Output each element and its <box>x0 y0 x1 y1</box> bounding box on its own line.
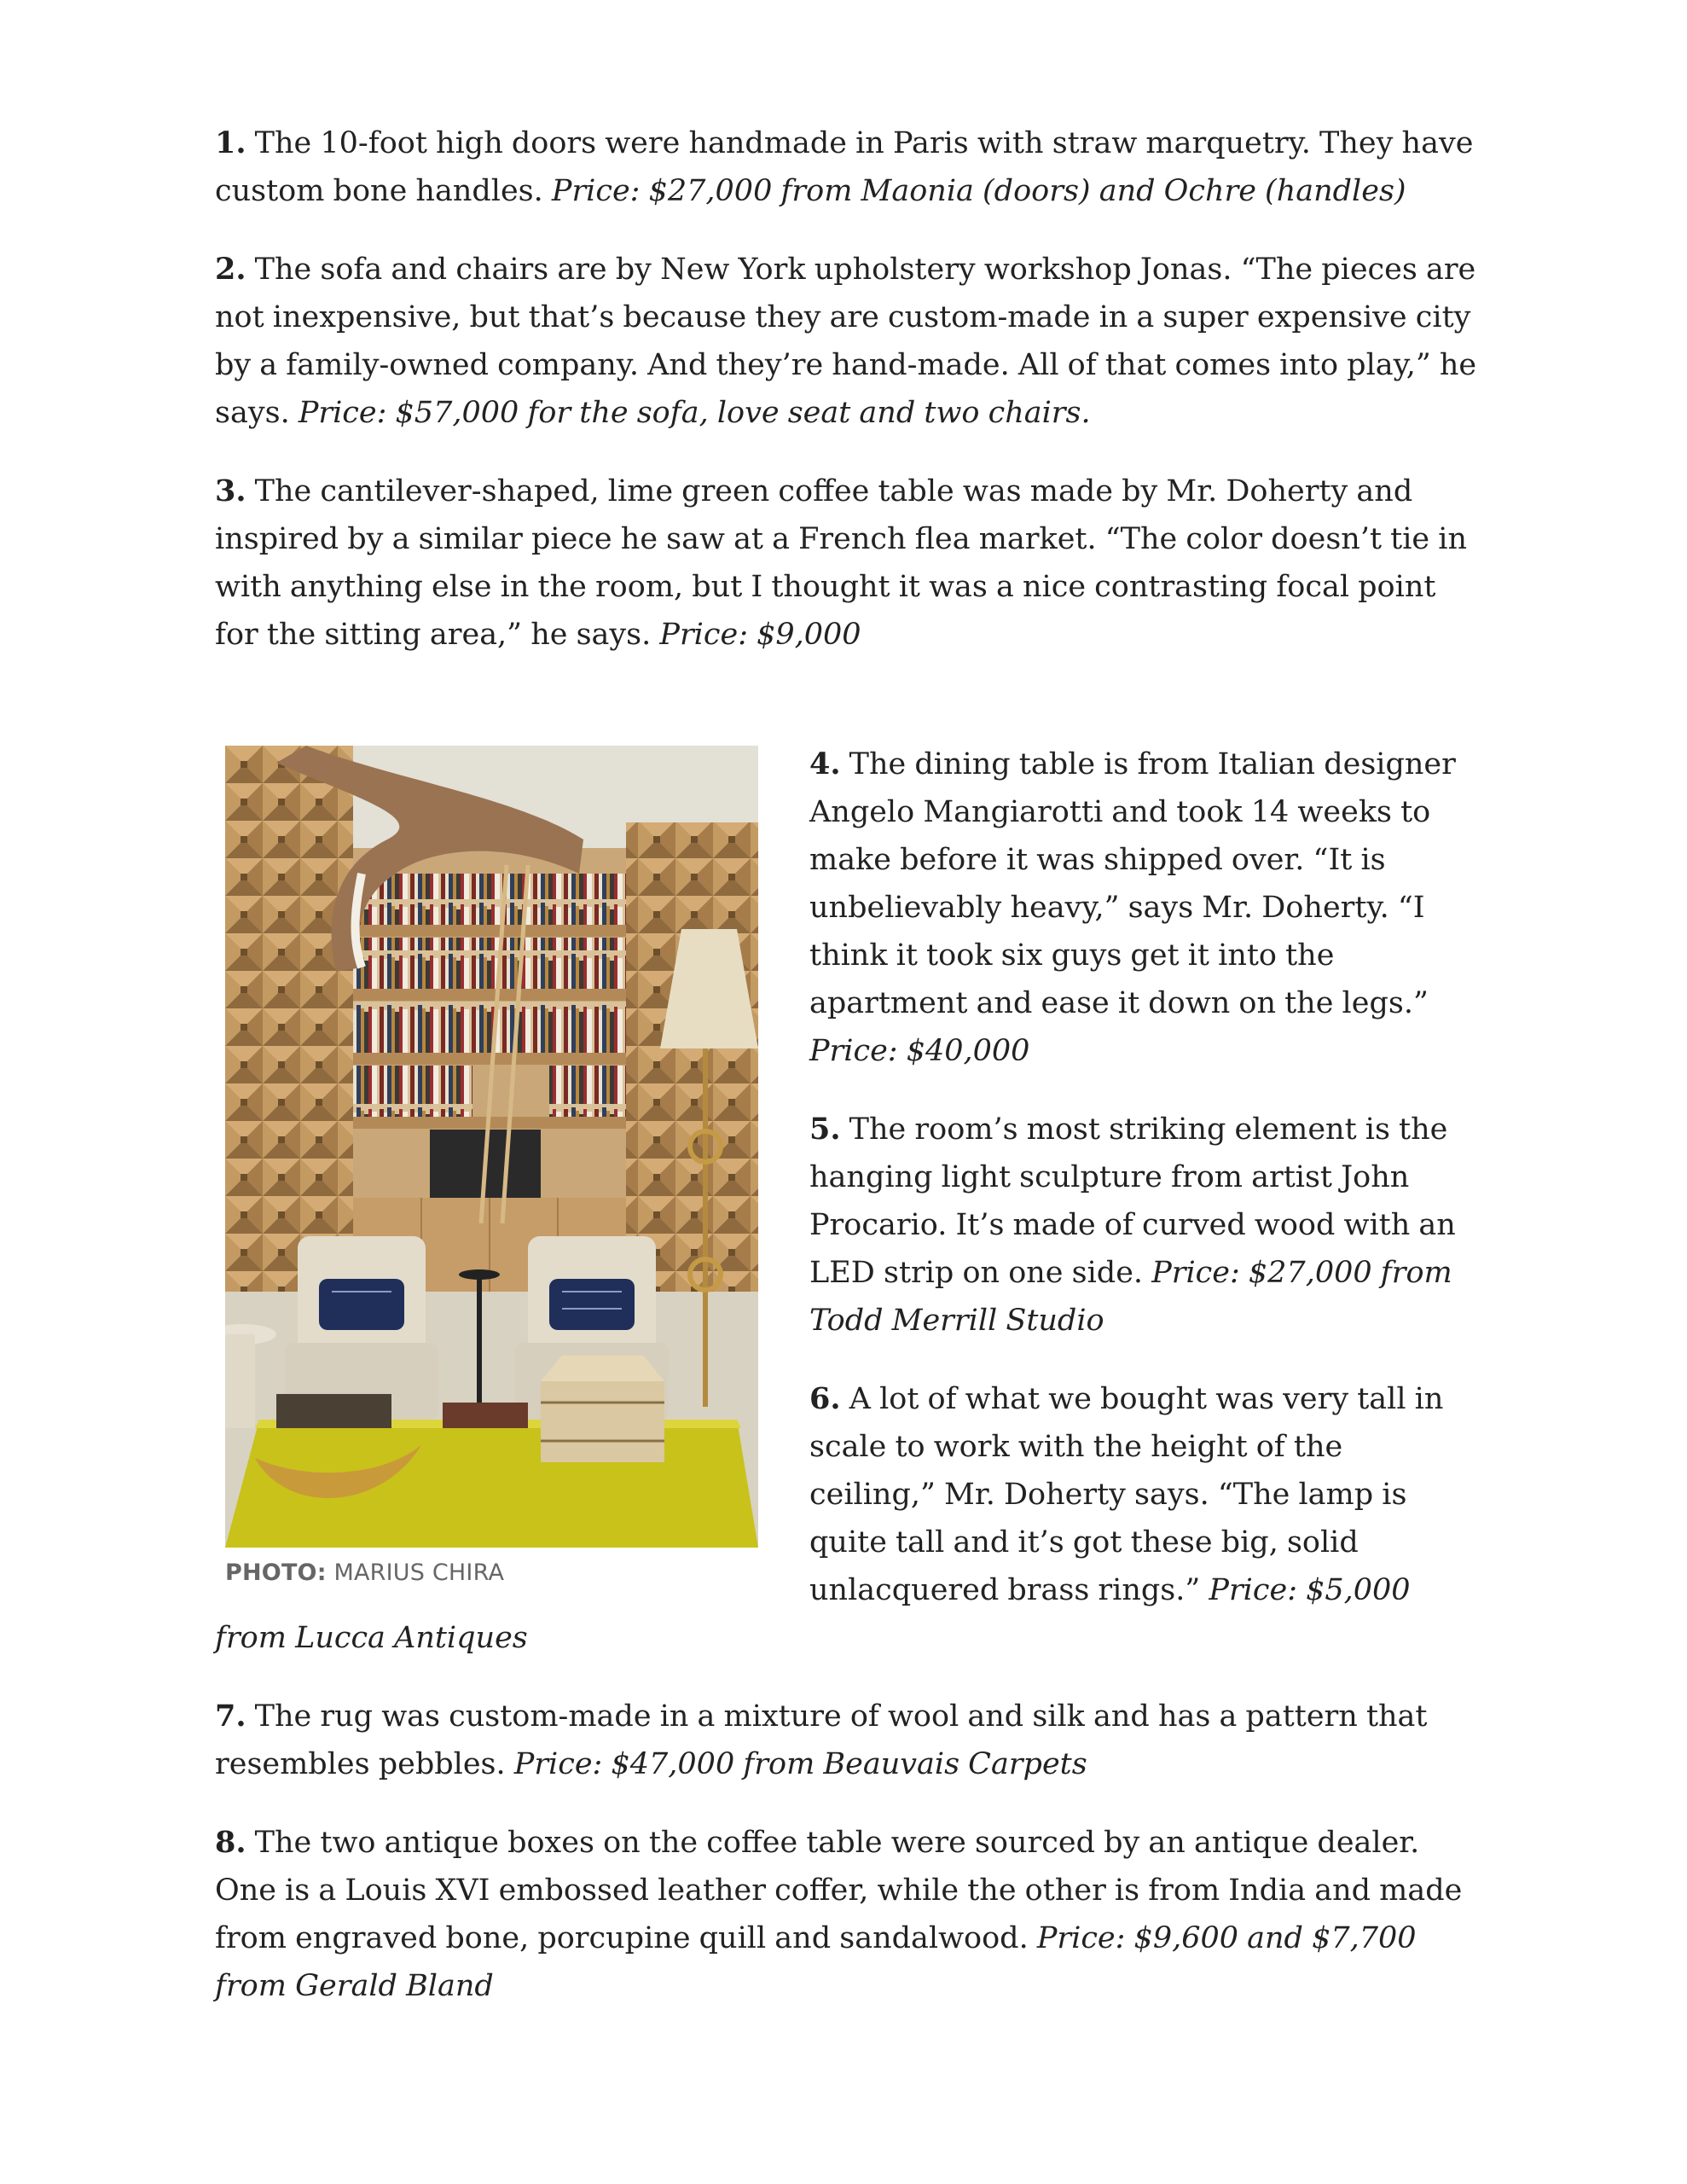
item-price: Price: $27,000 from Todd Merrill Studio <box>809 1256 1452 1338</box>
item-price: Price: $9,000 <box>659 618 861 652</box>
item-number: 7. <box>215 1699 246 1734</box>
photo-caption <box>225 1560 758 1586</box>
item-text: The two antique boxes on the coffee table were sourced by an antique dealer. One is a Louis XVI embossed leather coffer, while the other is from India and made from engraved bone, porcupine quill and sandalwood. <box>215 1826 1463 1955</box>
item-price: Price: $27,000 from Maonia (doors) and Ochre (handles) <box>551 174 1406 208</box>
list-item <box>215 1819 1477 2010</box>
item-price: Price: $5,000 from Lucca Antiques <box>215 1573 1411 1655</box>
item-text: The 10-foot high doors were handmade in Paris with straw marquetry. They have custom bone handles. <box>215 126 1474 208</box>
item-number: 4. <box>809 746 841 781</box>
article-photo <box>225 746 758 1586</box>
caption-label: PHOTO: <box>225 1560 327 1586</box>
item-number: 2. <box>215 252 246 287</box>
item-price: Price: $47,000 from Beauvais Carpets <box>513 1747 1087 1781</box>
item-number: 1. <box>215 125 246 160</box>
item-text: The dining table is from Italian designer Angelo Mangiarotti and took 14 weeks to make before it was shipped over. “It is unbelievably heavy,” says Mr. Doherty. “I think it took six guys get it into the apartment and ease it down on the legs.” <box>809 747 1456 1020</box>
item-price: Price: $57,000 for the sofa, love seat and two chairs. <box>298 396 1091 430</box>
item-number: 6. <box>809 1381 841 1416</box>
photo-section <box>215 741 1477 1819</box>
item-price: Price: $9,600 and $7,700 from Gerald Bland <box>215 1921 1417 2003</box>
living-room-photo <box>225 746 758 1548</box>
caption-credit: MARIUS CHIRA <box>326 1560 505 1586</box>
list-item <box>215 468 1477 659</box>
item-text: The rug was custom-made in a mixture of wool and silk and has a pattern that resembles pebbles. <box>215 1699 1428 1781</box>
living-room-illustration <box>225 746 758 1548</box>
list-item <box>215 119 1477 215</box>
list-item <box>215 1693 1477 1788</box>
item-text: A lot of what we bought was very tall in scale to work with the height of the ceiling,” Mr. Doherty says. “The lamp is quite tall and it’s got these big, solid unlacquered brass rings.” <box>809 1382 1444 1607</box>
item-text: The room’s most striking element is the hanging light sculpture from artist John Procario. It’s made of curved wood with an LED strip on one side. <box>809 1112 1456 1290</box>
item-price: Price: $40,000 <box>809 1034 1030 1068</box>
item-text: The sofa and chairs are by New York upholstery workshop Jonas. “The pieces are not inexpensive, but that’s because they are custom-made in a super expensive city by a family-owned company. And they’re hand-made. All of that comes into play,” he says. <box>215 253 1477 430</box>
item-number: 3. <box>215 473 246 508</box>
article-body <box>215 119 1477 2041</box>
list-item <box>215 246 1477 437</box>
item-text: The cantilever-shaped, lime green coffee table was made by Mr. Doherty and inspired by a similar piece he saw at a French flea market. “The color doesn’t tie in with anything else in the room, but I thought it was a nice contrasting focal point for the sitting area,” he says. <box>215 474 1467 652</box>
item-number: 5. <box>809 1112 841 1147</box>
item-number: 8. <box>215 1825 246 1860</box>
